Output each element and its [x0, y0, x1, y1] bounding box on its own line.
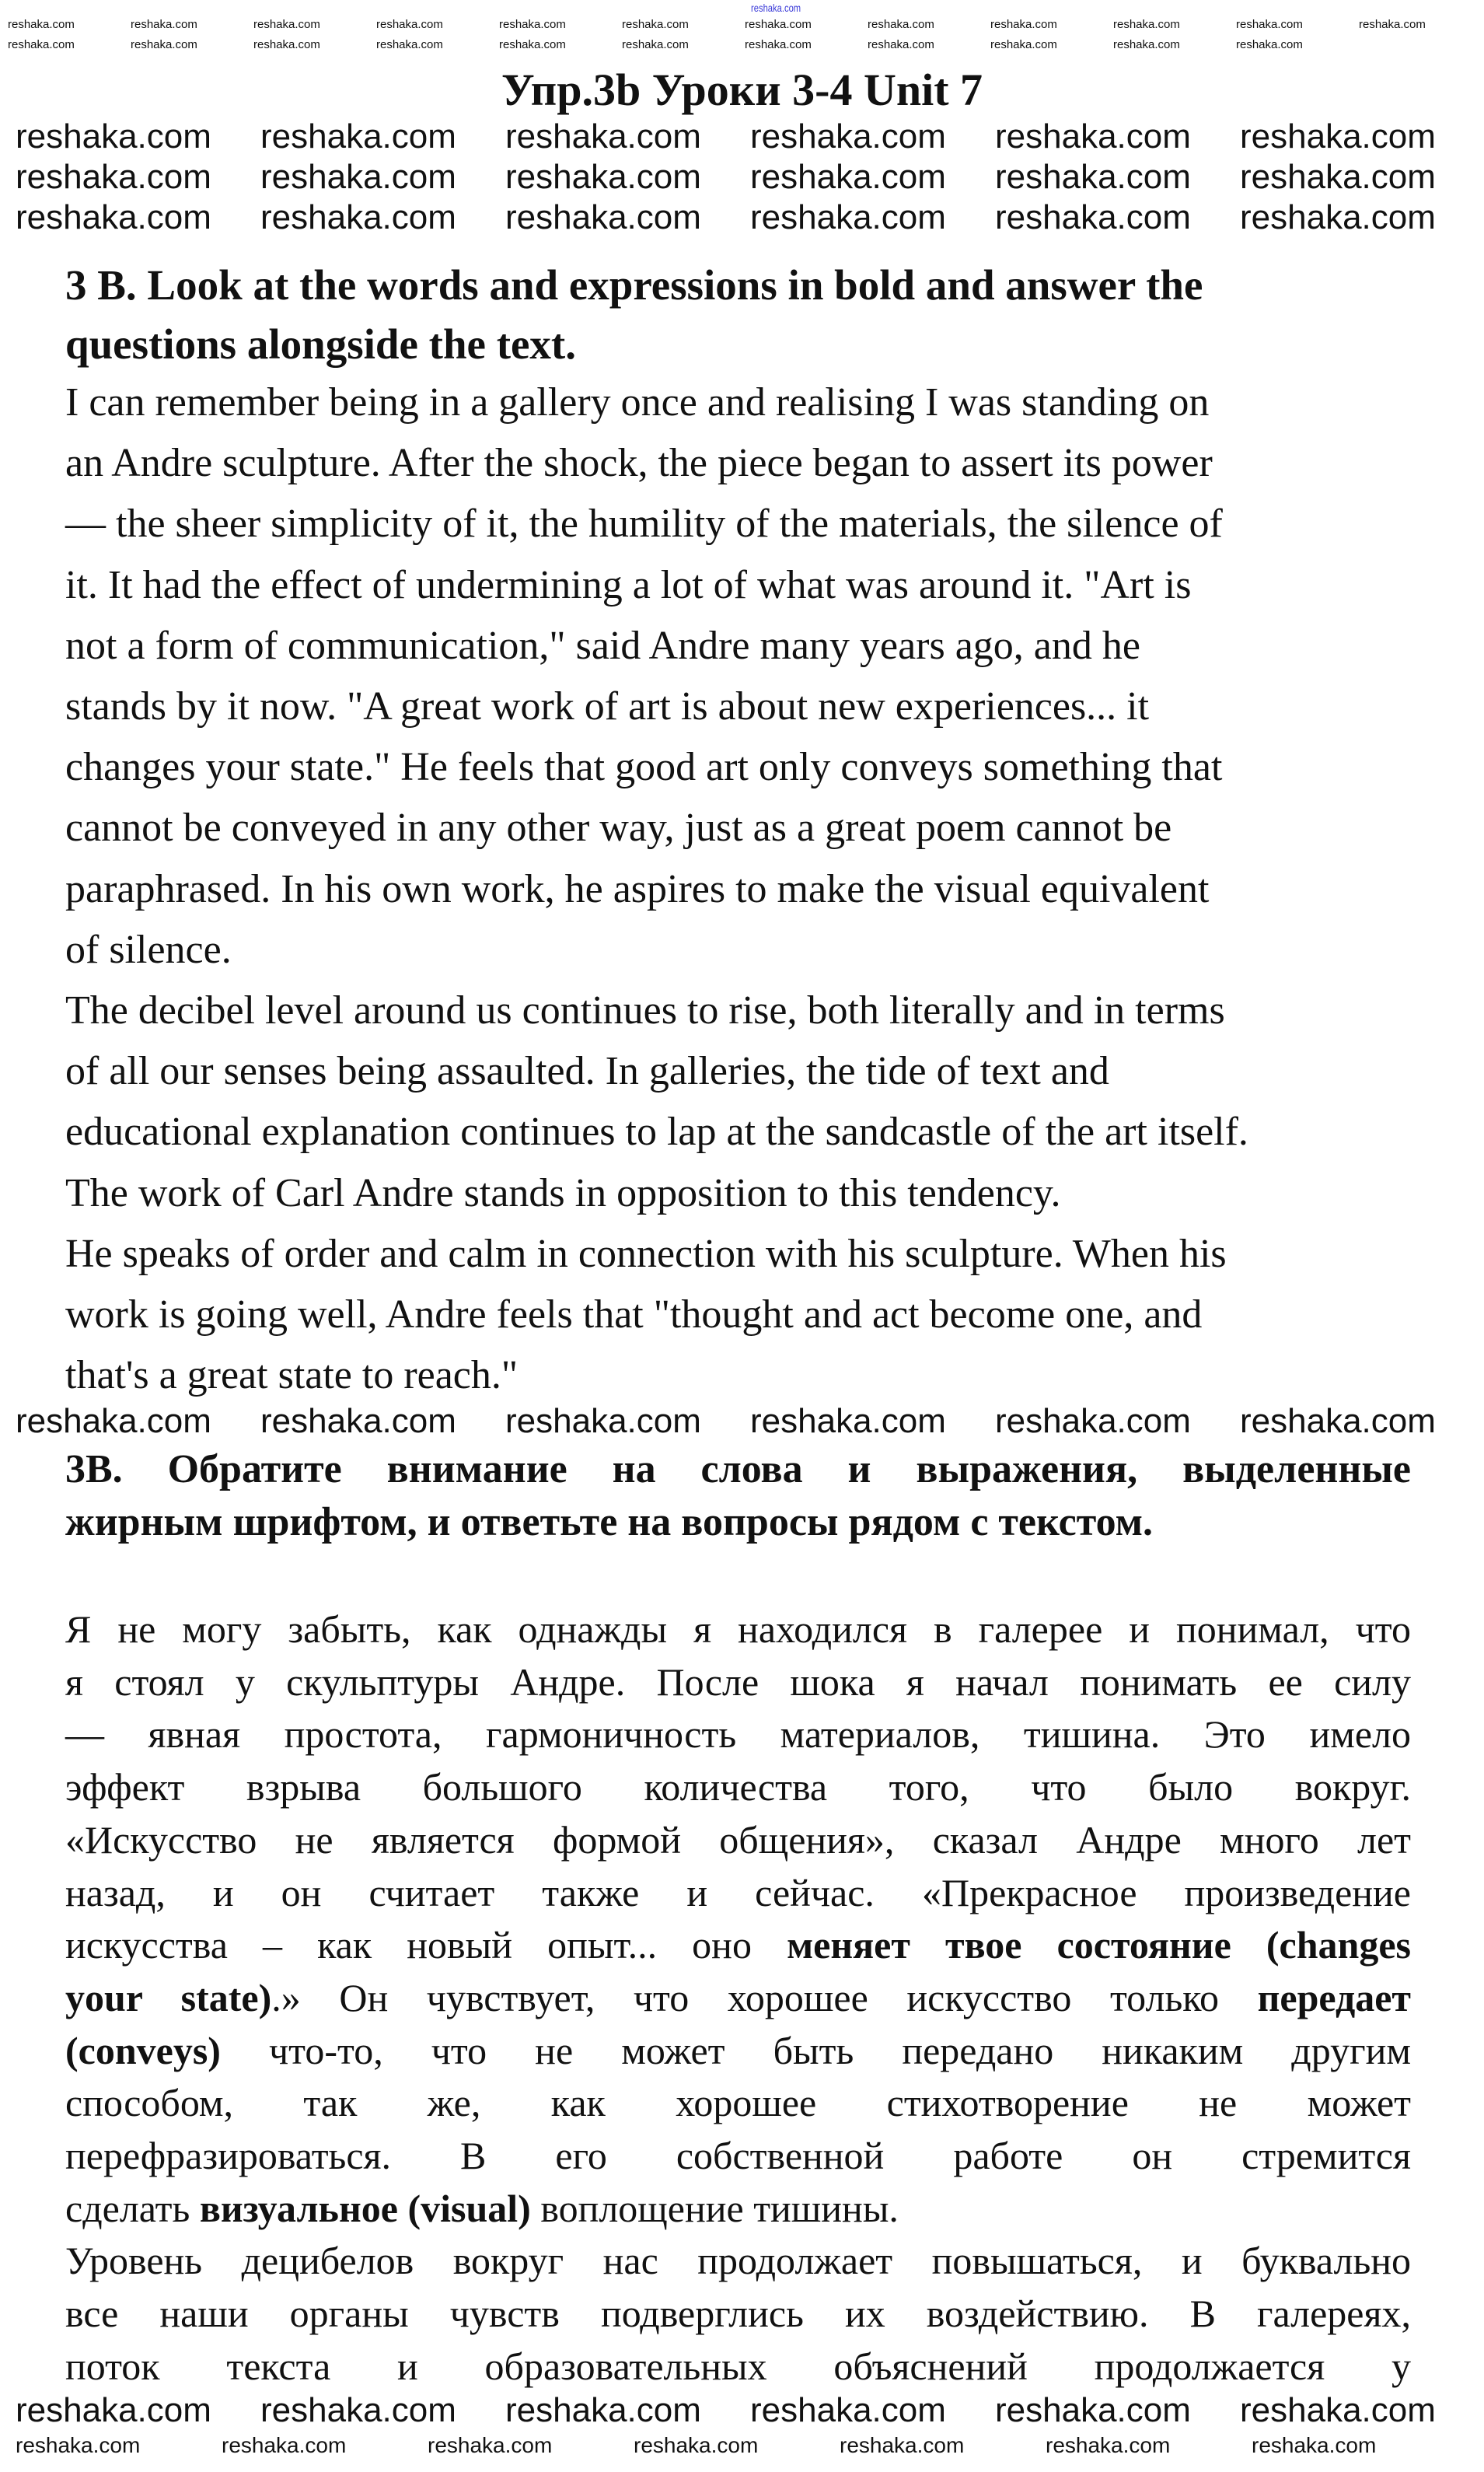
- english-text-line: changes your state." He feels that good art only conveys something that: [65, 745, 1223, 790]
- english-text-line: an Andre sculpture. After the shock, the piece began to assert its power: [65, 441, 1213, 486]
- watermark: reshaka.com: [505, 198, 701, 236]
- english-text-line: cannot be conveyed in any other way, just as a great poem cannot be: [65, 806, 1172, 851]
- russian-text-line: [65, 2028, 1411, 2073]
- bold-term: передает: [1257, 1975, 1411, 2019]
- russian-text-line: [65, 1659, 1411, 1705]
- text-segment: Я не могу забыть, как однажды я находился в галерее и понимал, что: [65, 1607, 1411, 1651]
- russian-text-line: [65, 1975, 1411, 2020]
- watermark: reshaka.com: [840, 2433, 965, 2457]
- russian-text-line: [65, 2344, 1411, 2389]
- text-segment: способом, так же, как хорошее стихотворение не может: [65, 2081, 1411, 2125]
- text-segment: что-то, что не может быть передано никаким другим: [220, 2028, 1411, 2072]
- english-text-line: — the sheer simplicity of it, the humility of the materials, the silence of: [65, 502, 1223, 547]
- watermark: reshaka.com: [8, 38, 75, 51]
- watermark: reshaka.com: [376, 18, 443, 31]
- watermark: reshaka.com: [1046, 2433, 1171, 2457]
- watermark: reshaka.com: [505, 158, 701, 196]
- english-text-line: of silence.: [65, 927, 232, 972]
- watermark: reshaka.com: [995, 1402, 1191, 1440]
- russian-text-line: [65, 1922, 1411, 1967]
- text-segment: все наши органы чувств подверглись их воздействию. В галереях,: [65, 2292, 1411, 2336]
- watermark: reshaka.com: [750, 1402, 946, 1440]
- watermark: reshaka.com: [253, 18, 320, 31]
- russian-text-line: [65, 2291, 1411, 2336]
- watermark: reshaka.com: [253, 38, 320, 51]
- text-segment: воплощение тишины.: [530, 2186, 899, 2230]
- page-title: Упр.3b Уроки 3-4 Unit 7: [501, 65, 983, 115]
- header-watermark: reshaka.com: [751, 2, 801, 14]
- watermark: reshaka.com: [1359, 18, 1426, 31]
- watermark: reshaka.com: [260, 2391, 456, 2429]
- watermark: reshaka.com: [260, 158, 456, 196]
- watermark: reshaka.com: [745, 18, 812, 31]
- english-text-line: it. It had the effect of undermining a lot of what was around it. "Art is: [65, 562, 1192, 607]
- russian-task-heading: жирным шрифтом, и ответьте на вопросы рядом с текстом.: [65, 1500, 1154, 1544]
- watermark: reshaka.com: [16, 2391, 211, 2429]
- text-segment: перефразироваться. В его собственной работе он стремится: [65, 2134, 1411, 2177]
- watermark: reshaka.com: [1240, 2391, 1436, 2429]
- bold-term: (conveys): [65, 2028, 221, 2072]
- russian-text-line: [65, 1712, 1411, 1757]
- watermark: reshaka.com: [131, 18, 197, 31]
- watermark: reshaka.com: [1240, 158, 1436, 196]
- watermark: reshaka.com: [499, 38, 566, 51]
- watermark: reshaka.com: [1113, 18, 1180, 31]
- text-segment: «Искусство не является формой общения», сказал Андре много лет: [65, 1817, 1411, 1862]
- watermark: reshaka.com: [750, 2391, 946, 2429]
- english-text-line: educational explanation continues to lap at the sandcastle of the art itself.: [65, 1110, 1248, 1155]
- text-segment: поток текста и образовательных объяснений продолжается у: [65, 2344, 1411, 2388]
- russian-text-line: [65, 1764, 1411, 1809]
- watermark: reshaka.com: [16, 1402, 211, 1440]
- watermark: reshaka.com: [505, 1402, 701, 1440]
- russian-text-line: [65, 2080, 1411, 2125]
- watermark: reshaka.com: [745, 38, 812, 51]
- english-text-line: The decibel level around us continues to rise, both literally and in terms: [65, 988, 1225, 1033]
- text-segment: Уровень децибелов вокруг нас продолжает повышаться, и буквально: [65, 2239, 1411, 2283]
- watermark: reshaka.com: [1236, 18, 1303, 31]
- watermark: reshaka.com: [868, 38, 934, 51]
- bold-term: визуальное (visual): [199, 2186, 531, 2230]
- english-text-line: stands by it now. "A great work of art is about new experiences... it: [65, 684, 1150, 729]
- english-text-line: that's a great state to reach.": [65, 1353, 519, 1398]
- watermark: reshaka.com: [990, 38, 1057, 51]
- russian-task-heading: 3В. Обратите внимание на слова и выражения, выделенные: [65, 1447, 1411, 1491]
- russian-text-line: [65, 1607, 1411, 1652]
- watermark: reshaka.com: [16, 2433, 141, 2457]
- watermark: reshaka.com: [428, 2433, 553, 2457]
- watermark: reshaka.com: [505, 2391, 701, 2429]
- english-text-line: I can remember being in a gallery once and realising I was standing on: [65, 380, 1210, 425]
- english-task-heading: questions alongside the text.: [65, 320, 576, 368]
- russian-text-line: [65, 2186, 1411, 2231]
- english-text-line: of all our senses being assaulted. In galleries, the tide of text and: [65, 1049, 1109, 1094]
- watermark: reshaka.com: [222, 2433, 347, 2457]
- english-text-line: The work of Carl Andre stands in opposition to this tendency.: [65, 1170, 1061, 1215]
- watermark: reshaka.com: [868, 18, 934, 31]
- watermark: reshaka.com: [505, 117, 701, 156]
- watermark: reshaka.com: [376, 38, 443, 51]
- watermark: reshaka.com: [260, 117, 456, 156]
- text-segment: эффект взрыва большого количества того, что было вокруг.: [65, 1765, 1411, 1809]
- watermark: reshaka.com: [622, 38, 689, 51]
- russian-text-line: [65, 1870, 1411, 1915]
- bold-term: меняет твое состояние (changes: [787, 1923, 1411, 1967]
- watermark: reshaka.com: [260, 198, 456, 236]
- watermark: reshaka.com: [750, 117, 946, 156]
- watermark: reshaka.com: [16, 158, 211, 196]
- watermark: reshaka.com: [750, 158, 946, 196]
- english-text-line: He speaks of order and calm in connection with his sculpture. When his: [65, 1231, 1227, 1276]
- watermark: reshaka.com: [990, 18, 1057, 31]
- watermark: reshaka.com: [260, 1402, 456, 1440]
- watermark: reshaka.com: [634, 2433, 759, 2457]
- watermark: reshaka.com: [1240, 198, 1436, 236]
- watermark: reshaka.com: [499, 18, 566, 31]
- english-task-heading: 3 B. Look at the words and expressions in bold and answer the: [65, 261, 1203, 309]
- russian-text-line: [65, 2238, 1411, 2283]
- bold-term: your state): [65, 1975, 272, 2019]
- watermark: reshaka.com: [995, 158, 1191, 196]
- watermark: reshaka.com: [995, 198, 1191, 236]
- watermark: reshaka.com: [1113, 38, 1180, 51]
- english-text-line: not a form of communication," said Andre many years ago, and he: [65, 623, 1140, 668]
- text-segment: искусства – как новый опыт... оно: [65, 1923, 787, 1967]
- text-segment: .» Он чувствует, что хорошее искусство только: [271, 1975, 1258, 2019]
- russian-text-line: [65, 2133, 1411, 2178]
- russian-text-line: [65, 1817, 1411, 1862]
- watermark: reshaka.com: [1240, 117, 1436, 156]
- text-segment: назад, и он считает также и сейчас. «Прекрасное произведение: [65, 1870, 1411, 1914]
- watermark: reshaka.com: [131, 38, 197, 51]
- watermark: reshaka.com: [16, 117, 211, 156]
- english-text-line: work is going well, Andre feels that "thought and act become one, and: [65, 1292, 1203, 1337]
- watermark: reshaka.com: [995, 2391, 1191, 2429]
- english-text-line: paraphrased. In his own work, he aspires to make the visual equivalent: [65, 866, 1210, 911]
- text-segment: сделать: [65, 2186, 200, 2230]
- watermark: reshaka.com: [1240, 1402, 1436, 1440]
- watermark: reshaka.com: [16, 198, 211, 236]
- watermark: reshaka.com: [995, 117, 1191, 156]
- watermark: reshaka.com: [1252, 2433, 1377, 2457]
- text-segment: я стоял у скульптуры Андре. После шока я начал понимать ее силу: [65, 1659, 1411, 1704]
- watermark: reshaka.com: [750, 198, 946, 236]
- text-segment: — явная простота, гармоничность материалов, тишина. Это имело: [65, 1712, 1411, 1757]
- watermark: reshaka.com: [622, 18, 689, 31]
- watermark: reshaka.com: [1236, 38, 1303, 51]
- watermark: reshaka.com: [8, 18, 75, 31]
